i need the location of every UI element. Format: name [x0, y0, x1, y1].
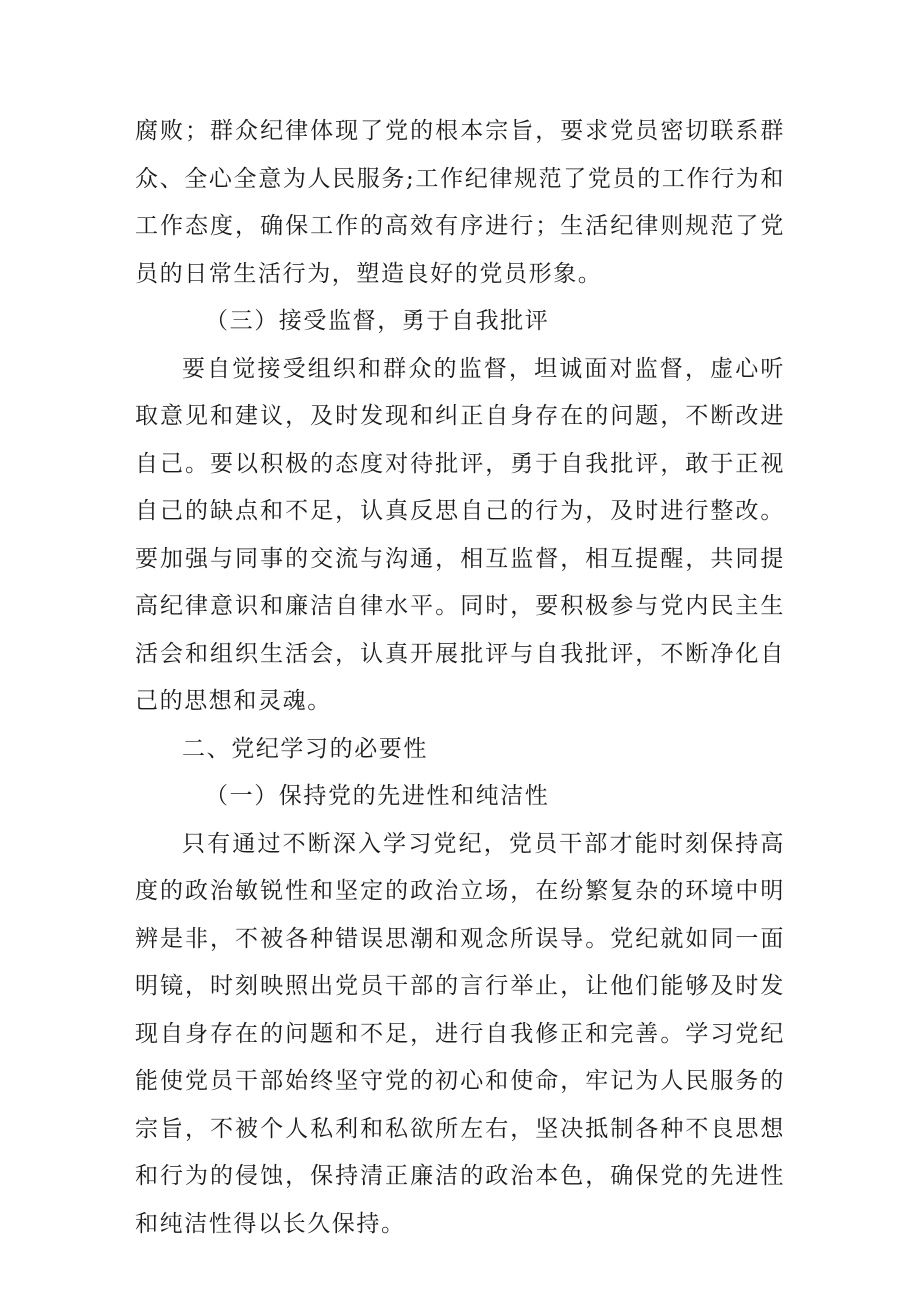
heading-necessity: 二、党纪学习的必要性 [182, 735, 428, 762]
document-body [135, 108, 785, 1248]
subheading-accept-supervision: （三）接受监督，勇于自我批评 [205, 308, 550, 334]
paragraph-supervision-body: 要自觉接受组织和群众的监督，坦诚面对监督，虚心听取意见和建议，及时发现和纠正自身存在的问题，不断改进自己。要以积极的态度对待批评，勇于自我批评，敢于正视自己的缺点和不足，认真反思自己的行为，及时进行整改。要加强与同事的交流与沟通，相互监督，相互提醒，共同提高纪律意识和廉洁自律水平。同时，要积极参与党内民主生活会和组织生活会，认真开展批评与自我批评，不断净化自己的思想和灵魂。 [135, 355, 785, 714]
paragraph-continuation: 腐败；群众纪律体现了党的根本宗旨，要求党员密切联系群众、全心全意为人民服务;工作纪律规范了党员的工作行为和工作态度，确保工作的高效有序进行；生活纪律则规范了党员的日常生活行为，塑造良好的党员形象。 [135, 118, 785, 287]
paragraph-advanced-purity-body: 只有通过不断深入学习党纪，党员干部才能时刻保持高度的政治敏锐性和坚定的政治立场，在纷繁复杂的环境中明辨是非，不被各种错误思潮和观念所误导。党纪就如同一面明镜，时刻映照出党员干部的言行举止，让他们能够及时发现自身存在的问题和不足，进行自我修正和完善。学习党纪能使党员干部始终坚守党的初心和使命，牢记为人民服务的宗旨，不被个人私利和私欲所左右，坚决抵制各种不良思想和行为的侵蚀，保持清正廉洁的政治本色，确保党的先进性和纯洁性得以长久保持。 [135, 830, 785, 1237]
subheading-advanced-purity: （一）保持党的先进性和纯洁性 [205, 783, 550, 809]
